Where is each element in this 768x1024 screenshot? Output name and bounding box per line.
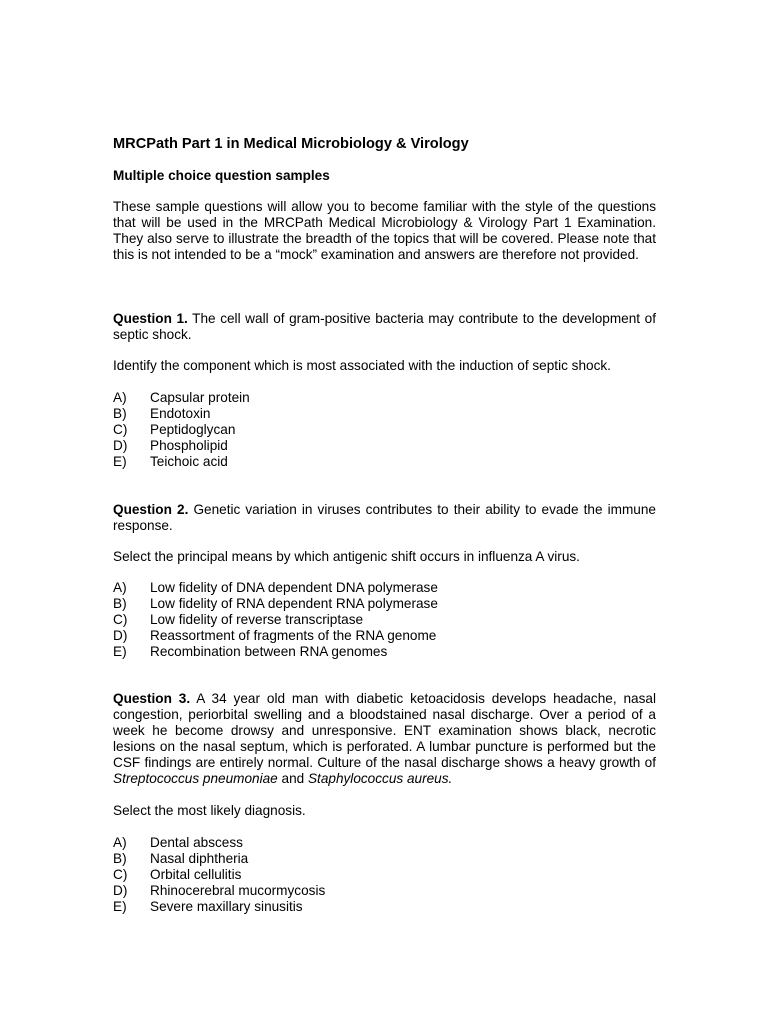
option-letter: D) <box>113 438 128 453</box>
option-text: Capsular protein <box>150 390 250 405</box>
option-item <box>113 438 656 454</box>
option-letter: C) <box>113 422 128 437</box>
option-text: Nasal diphtheria <box>150 851 249 866</box>
question-3-stem-block <box>113 691 656 787</box>
option-item <box>113 596 656 612</box>
option-letter: D) <box>113 628 128 643</box>
option-text: Peptidoglycan <box>150 422 236 437</box>
question-2-stem <box>113 502 656 534</box>
option-text: Recombination between RNA genomes <box>150 644 388 659</box>
question-3-prompt: Select the most likely diagnosis. <box>113 803 306 818</box>
question-3-prompt-block <box>113 803 656 819</box>
option-text: Phospholipid <box>150 438 228 453</box>
option-item <box>113 612 656 628</box>
question-1-prompt: Identify the component which is most associated with the induction of septic shock. <box>113 358 611 373</box>
question-3-stem <box>113 691 656 787</box>
subtitle-block <box>113 168 656 184</box>
option-item <box>113 851 656 867</box>
option-text: Orbital cellulitis <box>150 867 242 882</box>
page-subtitle: Multiple choice question samples <box>113 168 330 183</box>
page-title: MRCPath Part 1 in Medical Microbiology & Virology <box>113 136 469 152</box>
option-text: Endotoxin <box>150 406 211 421</box>
option-letter: B) <box>113 851 127 866</box>
option-item <box>113 867 656 883</box>
question-2-stem-text: Genetic variation in viruses contributes to their ability to evade the immune response. <box>113 502 656 533</box>
option-item <box>113 644 656 660</box>
option-letter: A) <box>113 835 127 850</box>
page-title-block <box>113 136 656 153</box>
intro-paragraph: These sample questions will allow you to become familiar with the style of the questions that will be used in the MRCPath Medical Microbiology & Virology Part 1 Examination. They also serve to illustrate the breadth of the topics that will be covered. Please note that this is not intended to be a “mock” examination and answers are therefore not provided. <box>113 199 656 262</box>
option-letter: E) <box>113 454 127 469</box>
option-text: Low fidelity of reverse transcriptase <box>150 612 364 627</box>
option-item <box>113 390 656 406</box>
option-item <box>113 580 656 596</box>
question-1-options-block <box>113 390 656 470</box>
question-2-prompt: Select the principal means by which antigenic shift occurs in influenza A virus. <box>113 549 580 564</box>
organism-name: Staphylococcus aureus. <box>307 771 453 786</box>
option-item <box>113 406 656 422</box>
question-3-options-block <box>113 835 656 915</box>
option-letter: E) <box>113 899 127 914</box>
option-letter: B) <box>113 596 127 611</box>
intro-block <box>113 199 656 263</box>
option-letter: D) <box>113 883 128 898</box>
option-letter: E) <box>113 644 127 659</box>
question-2-prompt-block <box>113 549 656 565</box>
question-1-label: Question 1. <box>113 311 188 326</box>
option-text: Dental abscess <box>150 835 243 850</box>
option-item <box>113 454 656 470</box>
question-2-options-block <box>113 580 656 660</box>
option-letter: A) <box>113 390 127 405</box>
option-text: Low fidelity of DNA dependent DNA polymerase <box>150 580 438 595</box>
question-2-stem-block <box>113 502 656 534</box>
option-text: Rhinocerebral mucormycosis <box>150 883 326 898</box>
question-1-stem-text: The cell wall of gram-positive bacteria may contribute to the development of septic shock. <box>113 311 656 342</box>
option-letter: C) <box>113 867 128 882</box>
option-item <box>113 899 656 915</box>
question-1-stem <box>113 311 656 343</box>
question-1-options <box>113 390 656 470</box>
option-text: Reassortment of fragments of the RNA genome <box>150 628 437 643</box>
option-item <box>113 422 656 438</box>
option-letter: B) <box>113 406 127 421</box>
option-letter: A) <box>113 580 127 595</box>
option-text: Severe maxillary sinusitis <box>150 899 303 914</box>
question-3-options <box>113 835 656 915</box>
question-2-label: Question 2. <box>113 502 189 517</box>
option-item <box>113 835 656 851</box>
question-3-label: Question 3. <box>113 691 191 706</box>
question-1-prompt-block <box>113 358 656 374</box>
organism-name: Streptococcus pneumoniae <box>113 771 278 786</box>
option-text: Low fidelity of RNA dependent RNA polymerase <box>150 596 438 611</box>
conjunction-text: and <box>277 771 308 786</box>
option-text: Teichoic acid <box>150 454 228 469</box>
question-3-stem-text: A 34 year old man with diabetic ketoacidosis develops headache, nasal congestion, periorbital swelling and a bloodstained nasal discharge. Over a period of a week he become drowsy and unresponsive. ENT examination shows black, necrotic lesions on the nasal septum, which is perforated. A lumbar puncture is performed but the CSF findings are entirely normal. Culture of the nasal discharge shows a heavy growth of <box>113 691 656 770</box>
option-item <box>113 883 656 899</box>
question-2-options <box>113 580 656 660</box>
option-item <box>113 628 656 644</box>
question-1-stem-block <box>113 311 656 343</box>
option-letter: C) <box>113 612 128 627</box>
